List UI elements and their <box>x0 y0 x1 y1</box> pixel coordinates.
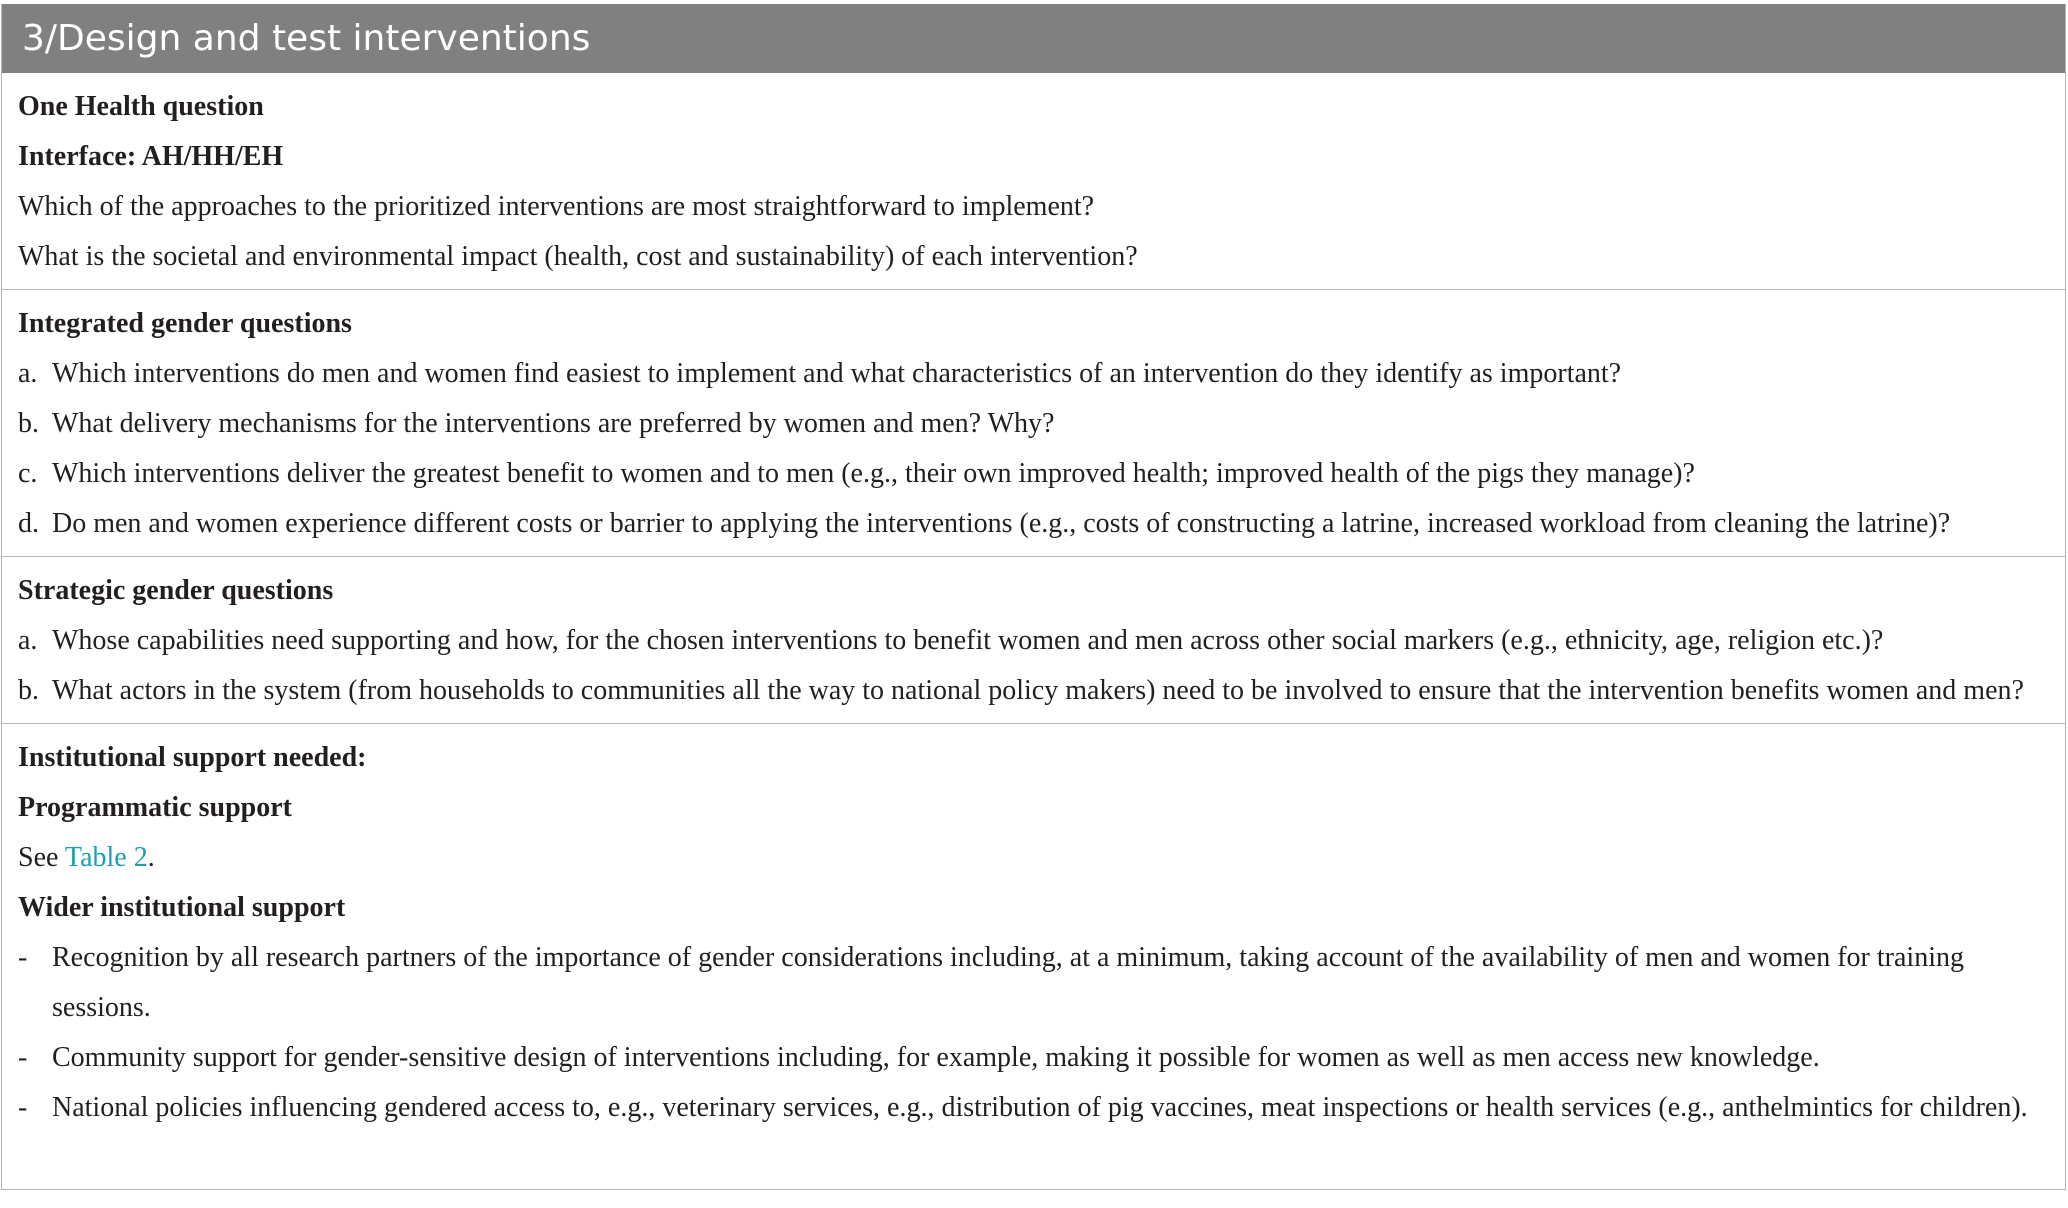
see-suffix: . <box>147 842 155 873</box>
list-item-text: National policies influencing gendered access to, e.g., veterinary services, e.g., distribution of pig vaccines, meat inspections or health services (e.g., anthelmintics for children). <box>52 1092 2028 1123</box>
table-header <box>2 4 2065 73</box>
list-item-text: Which interventions deliver the greatest benefit to women and to men (e.g., their own improved health; improved health of the pigs they manage)? <box>52 458 1695 489</box>
list-item <box>18 449 2049 499</box>
list-item <box>18 616 2049 666</box>
list-item <box>18 666 2049 716</box>
institutional-support-section <box>2 724 2065 1140</box>
list-item-text: Whose capabilities need supporting and how, for the chosen interventions to benefit women and men across other social markers (e.g., ethnicity, age, religion etc.)? <box>52 625 1884 656</box>
list-marker: a. <box>18 625 38 656</box>
institutional-support-heading: Institutional support needed: <box>18 742 367 773</box>
list-item-text: Which interventions do men and women find easiest to implement and what characteristics of an intervention do they identify as important? <box>52 358 1622 389</box>
see-prefix: See <box>18 842 65 873</box>
list-item <box>18 399 2049 449</box>
integrated-gender-section <box>2 290 2065 557</box>
list-marker: b. <box>18 675 39 706</box>
one-health-question: What is the societal and environmental impact (health, cost and sustainability) of each intervention? <box>18 241 1138 272</box>
programmatic-support-heading: Programmatic support <box>18 792 292 823</box>
list-marker: d. <box>18 508 39 539</box>
list-item-text: Do men and women experience different costs or barrier to applying the interventions (e.g., costs of constructing a latrine, increased workload from cleaning the latrine)? <box>52 508 1951 539</box>
table-2-link[interactable]: Table 2 <box>64 842 148 873</box>
wider-support-heading: Wider institutional support <box>18 892 346 923</box>
strategic-gender-section <box>2 557 2065 724</box>
list-marker: - <box>18 1042 28 1073</box>
one-health-section <box>2 73 2065 290</box>
list-item-text: Community support for gender-sensitive design of interventions including, for example, making it possible for women as well as men access new knowledge. <box>52 1042 1820 1073</box>
list-item-text: What delivery mechanisms for the interventions are preferred by women and men? Why? <box>52 408 1055 439</box>
list-marker: - <box>18 1092 28 1123</box>
interface-label: Interface: AH/HH/EH <box>18 141 284 172</box>
strategic-gender-heading: Strategic gender questions <box>18 575 334 606</box>
integrated-gender-heading: Integrated gender questions <box>18 308 352 339</box>
list-item-text: Recognition by all research partners of the importance of gender considerations including, at a minimum, taking account of the availability of men and women for training sessions. <box>52 942 1964 1023</box>
list-item <box>18 349 2049 399</box>
table-title: 3/Design and test interventions <box>22 18 591 59</box>
see-table-reference <box>18 833 2049 883</box>
list-item <box>18 933 2049 1033</box>
list-marker: b. <box>18 408 39 439</box>
list-marker: - <box>18 942 28 973</box>
one-health-question: Which of the approaches to the prioritized interventions are most straightforward to implement? <box>18 191 1095 222</box>
list-item <box>18 1033 2049 1083</box>
list-item <box>18 1083 2049 1133</box>
list-item <box>18 499 2049 549</box>
list-marker: c. <box>18 458 38 489</box>
interventions-table <box>1 4 2066 1190</box>
one-health-heading: One Health question <box>18 91 264 122</box>
list-marker: a. <box>18 358 38 389</box>
list-item-text: What actors in the system (from households to communities all the way to national policy makers) need to be involved to ensure that the intervention benefits women and men? <box>52 675 2024 706</box>
